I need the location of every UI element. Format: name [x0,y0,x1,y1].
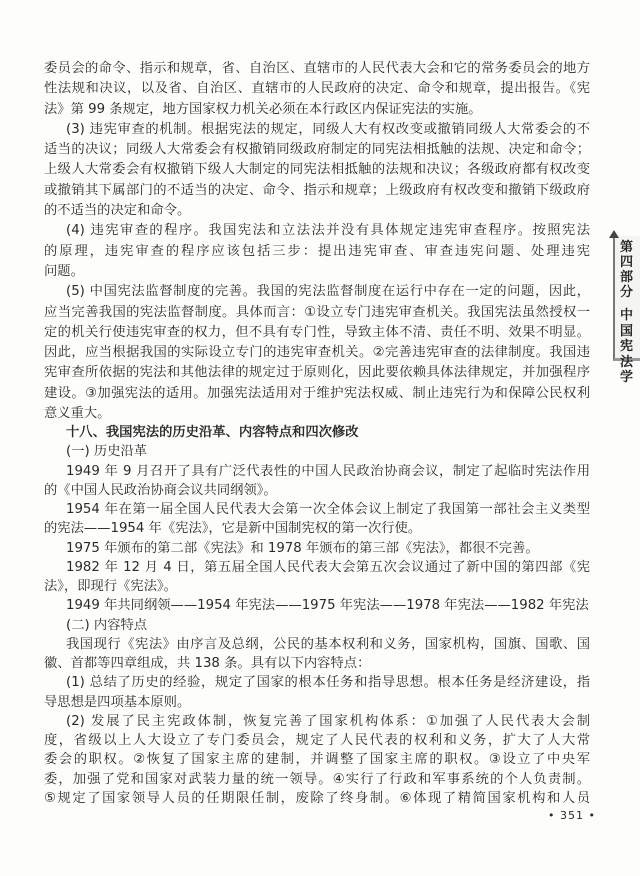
text-line: 或撤销其下属部门的不适当的决定、命令、指示和规章；上级政府有权改变和撤销下级政府 [44,182,590,198]
text-line: 建设。③加强宪法的适用。加强宪法适用对于维护宪法权威、制止违宪行为和保障公民权利 [44,385,590,401]
text-line: 定的机关行使违宪审查的权力，但不具有专门性，导致主体不清、责任不明、效果不明显。 [44,324,590,340]
text-line: 度，省级以上人大设立了专门委员会，规定了人民代表的权利和义务，扩大了人大常 [44,733,590,748]
text-line: 委，加强了党和国家对武装力量的统一领导。④实行了行政和军事系统的个人负责制。 [44,771,590,787]
text-block-section-18 [44,423,590,808]
text-line: 上级人大常委会有权撤销下级人大制定的同宪法相抵触的法规和决议；各级政府都有权改变 [44,162,590,178]
page-number: • 351 • [548,809,596,822]
text-line: 法》第 99 条规定，地方国家权力机关必须在本行政区内保证宪法的实施。 [44,101,482,117]
text-line: 1954 年在第一届全国人民代表大会第一次全体会议上制定了我国第一部社会主义类型 [66,502,590,517]
section-heading: 十八、我国宪法的历史沿革、内容特点和四次修改 [66,425,359,440]
text-line: 我国现行《宪法》由序言及总纲，公民的基本权利和义务，国家机构，国旗、国歌、国 [66,636,590,652]
text-line: (二) 内容特点 [66,617,148,633]
text-line: 应当完善我国的宪法监督制度。具体而言：①设立专门违宪审查机关。我国宪法虽然授权一 [44,304,590,320]
text-line: 导思想是四项基本原则。 [44,694,191,710]
text-line: 1949 年 9 月召开了具有广泛代表性的中国人民政治协商会议，制定了起临时宪法作用 [66,463,590,479]
text-line: 委员会的命令、指示和规章，省、自治区、直辖市的人民代表大会和它的常务委员会的地方 [44,61,590,76]
text-line: 因此，应当根据我国的实际设立专门的违宪审查机关。②完善违宪审查的法律制度。我国违 [44,345,590,361]
tab-part-label: 第四部分 [620,240,634,300]
text-line: 的不适当的决定和命令。 [44,203,191,219]
text-line: (3) 违宪审查的机制。根据宪法的规定，同级人大有权改变或撤销同级人大常委会的不 [66,121,590,137]
text-line: (4) 违宪审查的程序。我国宪法和立法法并没有具体规定违宪审查程序。按照宪法 [66,223,590,239]
arrow-up-icon [609,230,619,238]
text-line: 1975 年颁布的第二部《宪法》和 1978 年颁布的第三部《宪法》，都很不完善。 [66,540,539,556]
text-line: 问题。 [44,263,84,279]
text-line: 徽、首都等四章组成，共 138 条。具有以下内容特点： [44,656,371,671]
text-line: (2) 发展了民主宪政体制，恢复完善了国家机构体系：①加强了人民代表大会制 [66,713,590,729]
text-line: 1949 年共同纲领——1954 年宪法——1975 年宪法——1978 年宪法——1982 年宪法 [66,598,589,614]
text-line: 委会的职权。②恢复了国家主席的建制，并调整了国家主席的职权。③设立了中央军 [44,752,590,768]
text-line: (1) 总结了历史的经验，规定了国家的根本任务和指导思想。根本任务是经济建设，指 [66,675,590,691]
text-line: 法》，即现行《宪法》。 [44,579,177,594]
text-line: 的原理，违宪审查的程序应该包括三步：提出违宪审查、审查违宪问题、处理违宪 [44,243,590,259]
text-line: 性法规和决议，以及省、自治区、直辖市的人民政府的决定、命令和规章，提出报告。《宪 [44,81,590,97]
text-line: 宪审查所依据的宪法和其他法律的规定过于原则化，因此要依赖具体法律规定，并加强程序 [44,365,590,381]
text-line: 的《中国人民政治协商会议共同纲领》。 [44,482,277,498]
text-line: ⑤规定了国家领导人员的任期限任制，废除了终身制。⑥体现了精简国家机构和人员 [44,790,590,806]
tab-subject-label: 中国宪法学 [620,308,634,385]
text-line: 意义重大。 [44,406,111,422]
text-line: 适当的决议；同级人大常委会有权撤销同级政府制定的同宪法相抵触的法规、决定和命令； [44,142,590,158]
text-line: 1982 年 12 月 4 日，第五届全国人民代表大会第五次会议通过了新中国的第四部《宪 [66,559,590,575]
text-line: (一) 历史沿革 [66,444,148,460]
text-block-constitutional-review [44,59,590,424]
text-line: 的宪法——1954 年《宪法》，它是新中国制宪权的第一次行使。 [44,521,422,537]
side-section-tab [613,236,640,385]
text-line: (5) 中国宪法监督制度的完善。我国的宪法监督制度在运行中存在一定的问题，因此， [66,284,590,300]
